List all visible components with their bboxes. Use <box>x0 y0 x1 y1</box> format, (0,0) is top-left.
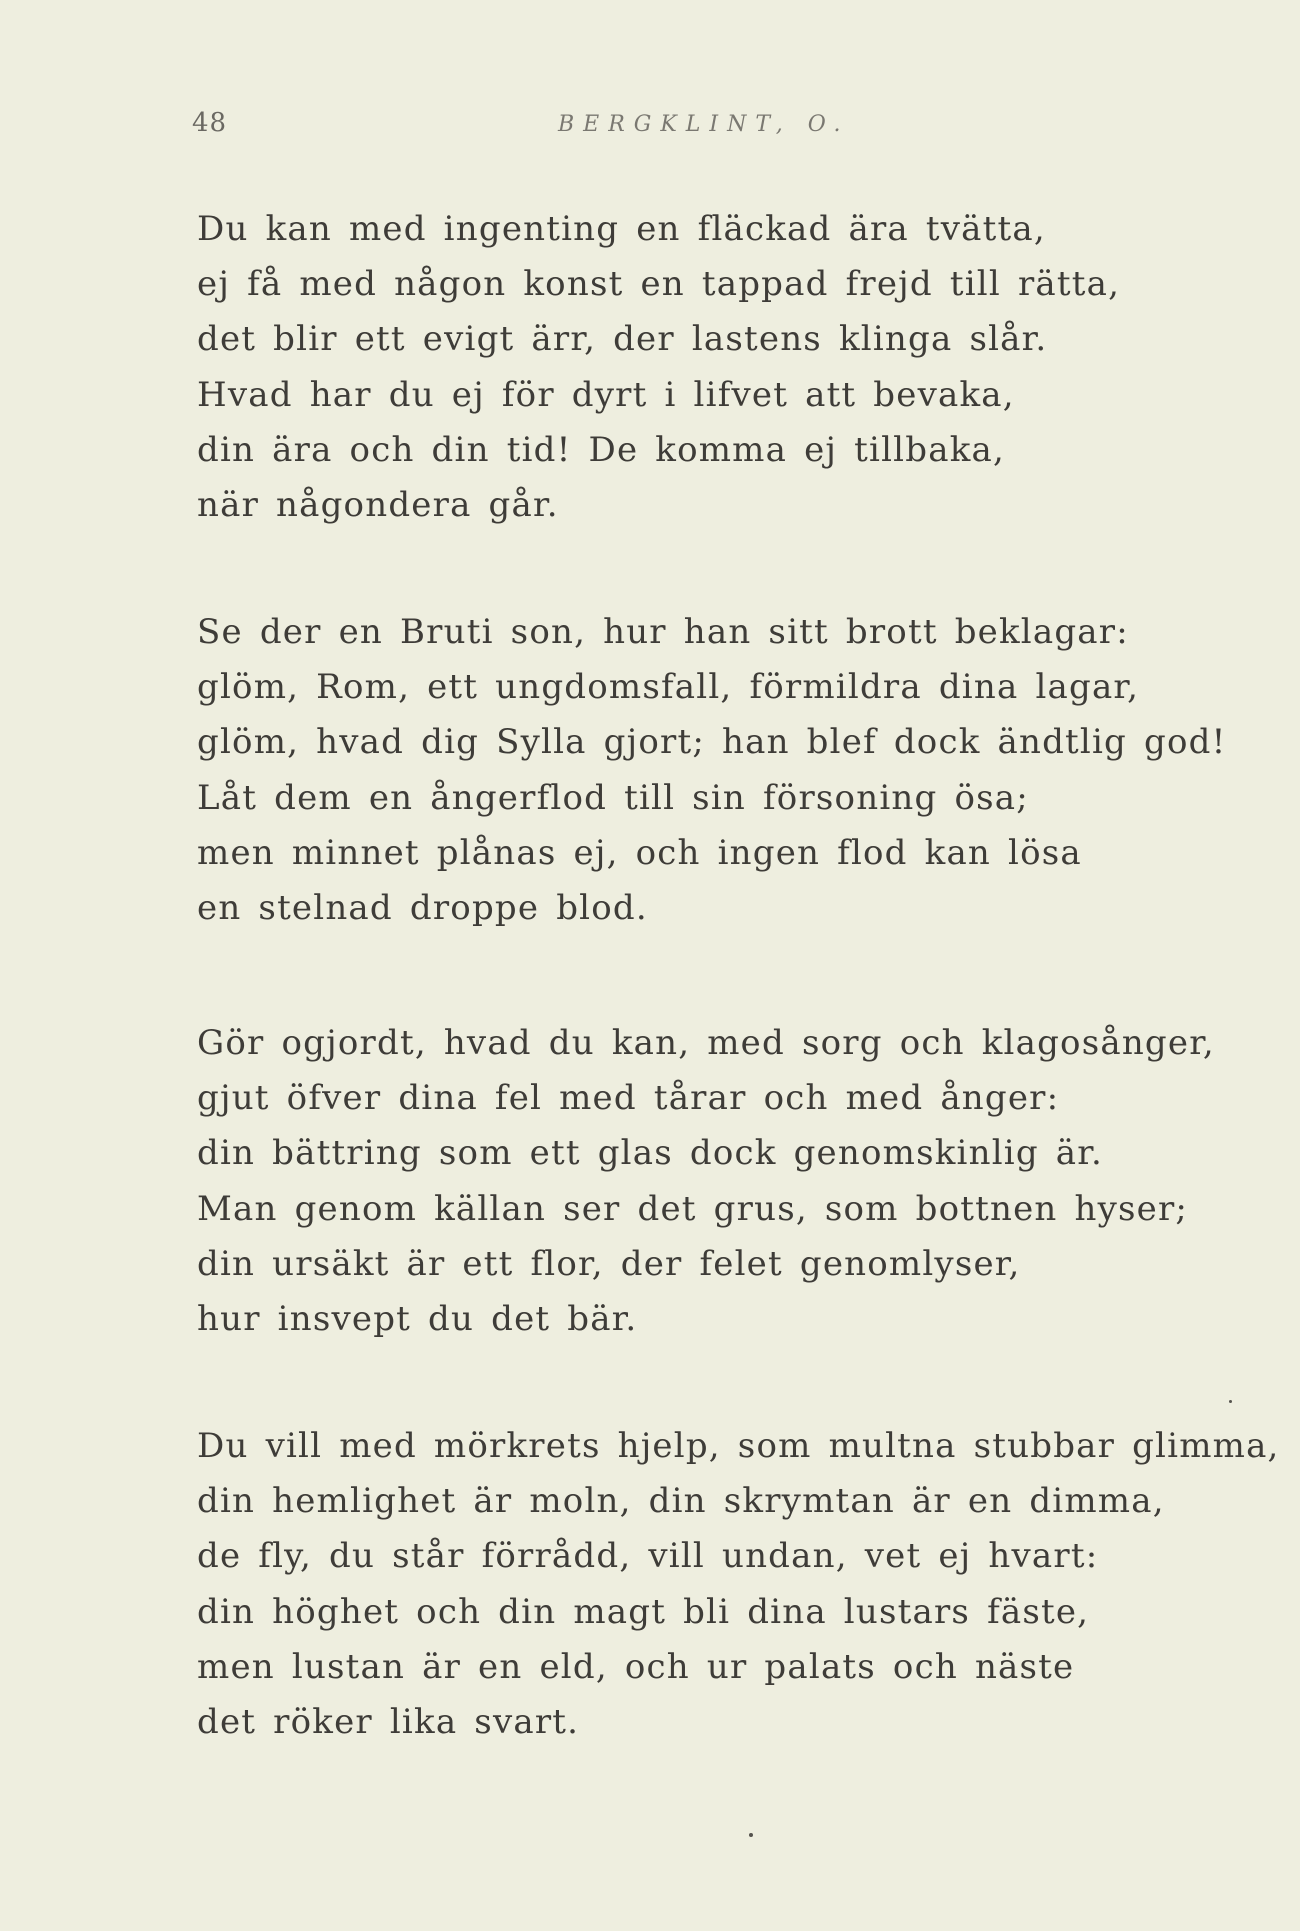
poem-line: Man genom källan ser det grus, som bottnen hyser; <box>197 1188 1189 1229</box>
poem-line: din ära och din tid! De komma ej tillbaka, <box>197 429 1005 470</box>
poem-line: men lustan är en eld, och ur palats och näste <box>197 1646 1075 1687</box>
poem-line: det blir ett evigt ärr, der lastens klinga slår. <box>197 319 1048 360</box>
page-number: 48 <box>192 108 228 138</box>
poem-line: de fly, du står förrådd, vill undan, vet ej hvart: <box>197 1536 1099 1577</box>
paper-speck <box>1229 1400 1232 1403</box>
stanza-1 <box>197 202 1217 533</box>
poem-line: din höghet och din magt bli dina lustars fäste, <box>197 1591 1090 1632</box>
poem-line: en stelnad droppe blod. <box>197 887 648 928</box>
poem-line: din bättring som ett glas dock genomskinlig är. <box>197 1133 1104 1174</box>
poem-line: men minnet plånas ej, och ingen flod kan lösa <box>197 832 1082 873</box>
poem-line: Gör ogjordt, hvad du kan, med sorg och klagosånger, <box>197 1023 1215 1063</box>
poem-line: gjut öfver dina fel med tårar och med ånger: <box>197 1078 1060 1119</box>
paper-speck <box>749 1833 753 1837</box>
poem-line: ej få med någon konst en tappad frejd till rätta, <box>197 264 1121 305</box>
poem-line: Se der en Bruti son, hur han sitt brott beklagar: <box>197 612 1129 652</box>
poem-line: din ursäkt är ett flor, der felet genomlyser, <box>197 1243 1021 1284</box>
poem-line: det röker lika svart. <box>197 1701 580 1742</box>
poem-line: Du vill med mörkrets hjelp, som multna stubbar glimma, <box>197 1426 1280 1466</box>
poem-line: glöm, Rom, ett ungdomsfall, förmildra dina lagar, <box>197 667 1140 708</box>
poem-line: Låt dem en ångerflod till sin försoning ösa; <box>197 777 1029 818</box>
stanza-2 <box>197 605 1227 936</box>
poem-line: din hemlighet är moln, din skrymtan är en dimma, <box>197 1481 1165 1522</box>
poem-line: Du kan med ingenting en fläckad ära tvätta, <box>197 209 1046 249</box>
poem-line: Hvad har du ej för dyrt i lifvet att bevaka, <box>197 374 1015 415</box>
running-head: BERGKLINT, O. <box>558 112 850 137</box>
stanza-3 <box>197 1016 1217 1347</box>
poem-line: hur insvept du det bär. <box>197 1298 638 1339</box>
poem-line: glöm, hvad dig Sylla gjort; han blef dock ändtlig god! <box>197 722 1227 763</box>
stanza-4 <box>197 1419 1280 1750</box>
poem-line: när någondera går. <box>197 484 559 525</box>
